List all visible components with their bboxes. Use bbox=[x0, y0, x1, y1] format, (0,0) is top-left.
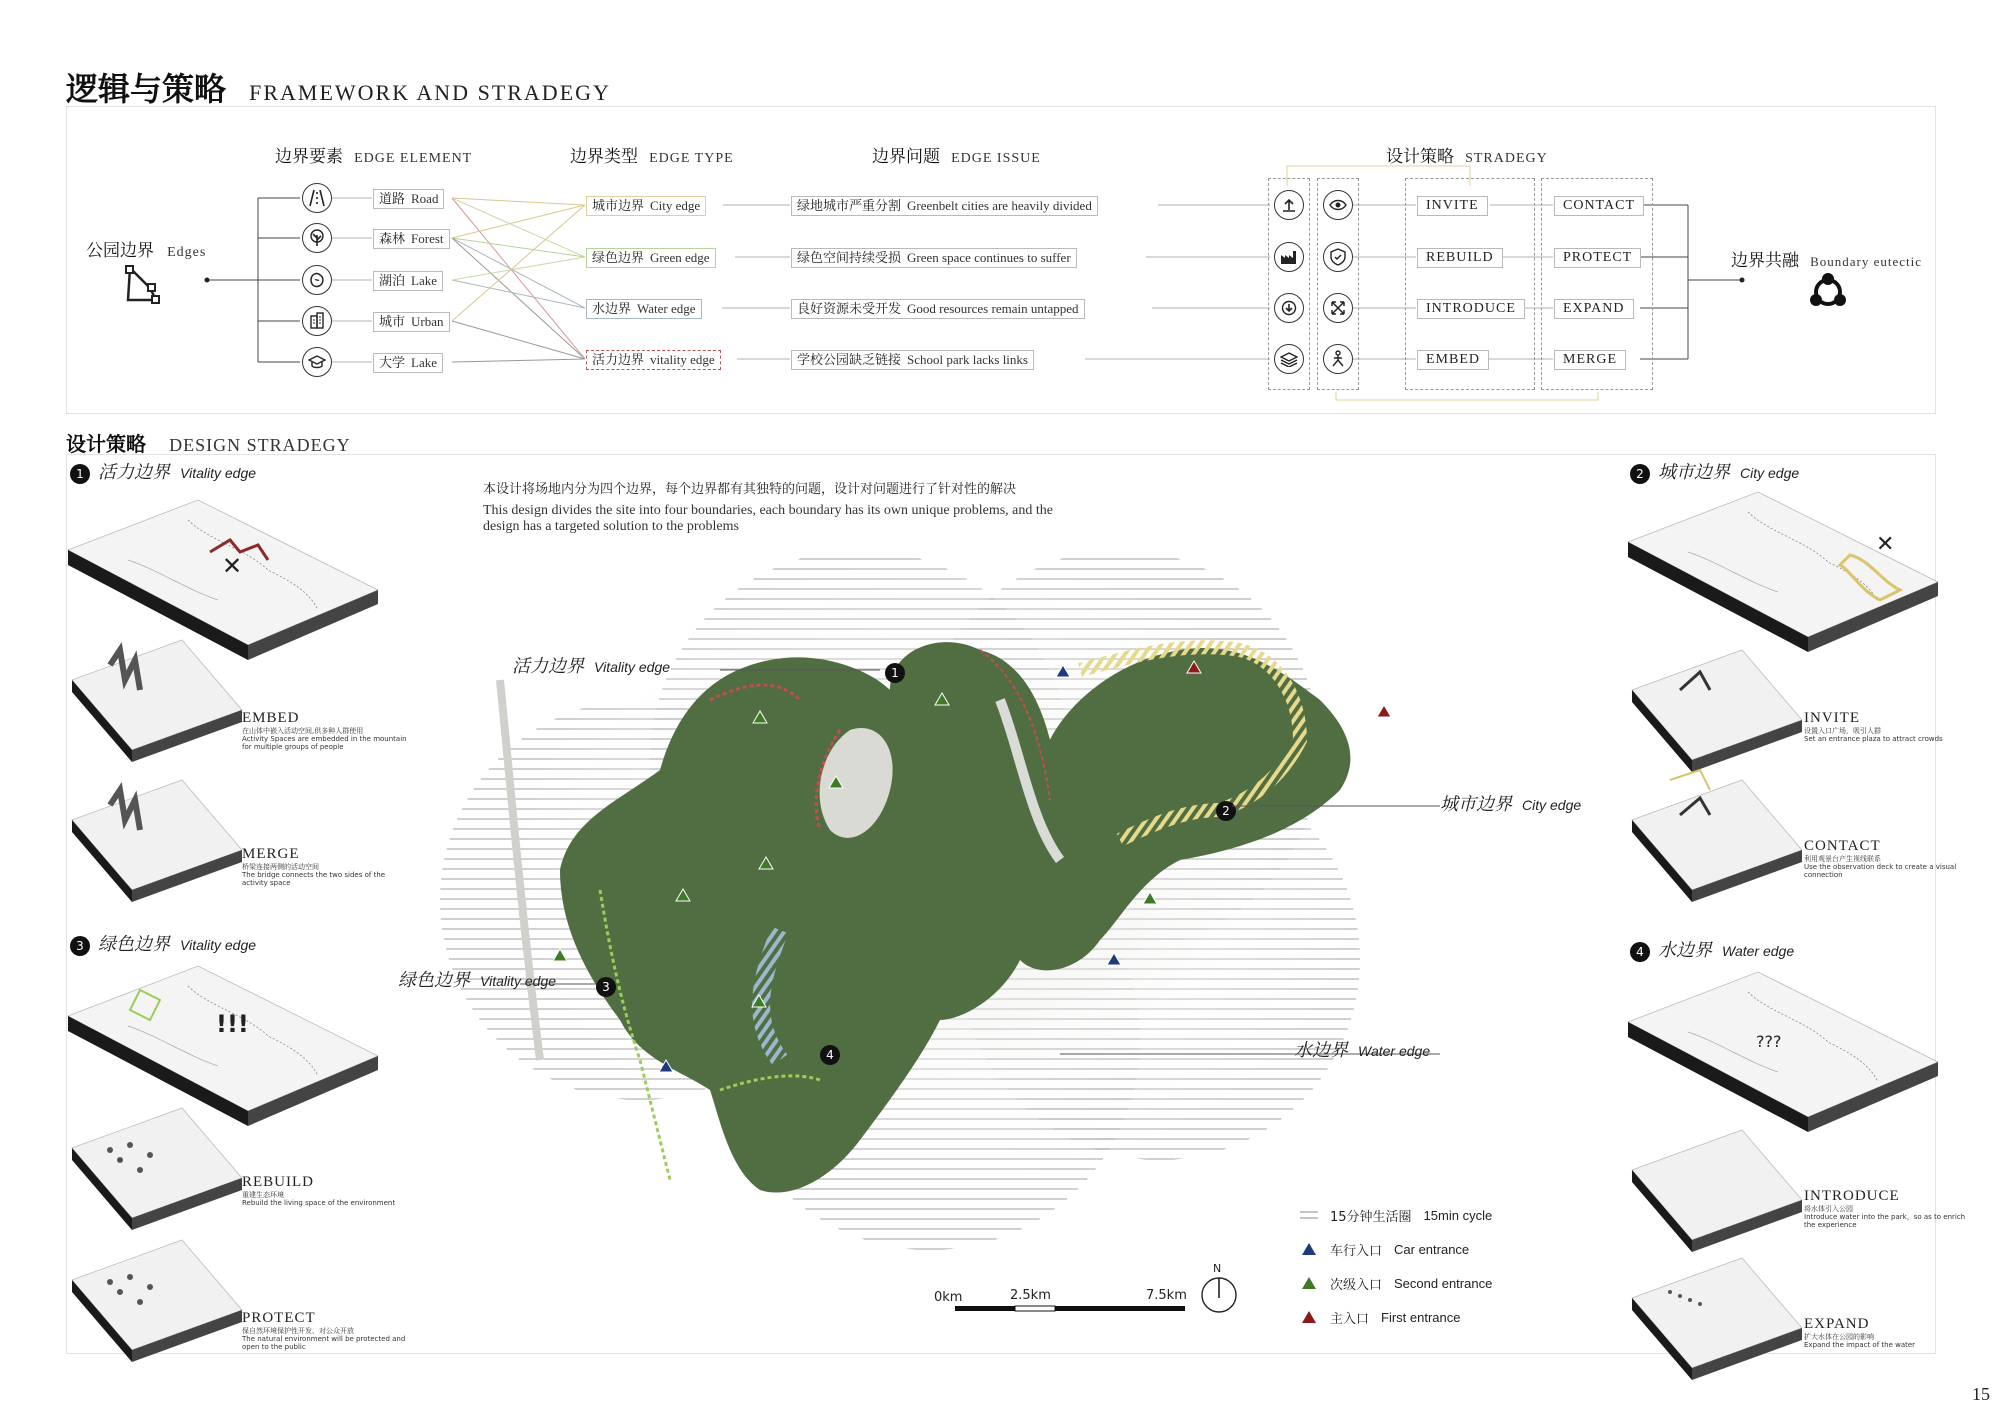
legend-second-en: Second entrance bbox=[1394, 1275, 1493, 1291]
vitality-edge-block bbox=[68, 500, 378, 660]
caption-invite-cn: 设置入口广场，吸引人群 bbox=[1804, 727, 1881, 735]
green-exclaim-mark: !!! bbox=[216, 1010, 249, 1038]
issue-resources-en: Good resources remain untapped bbox=[907, 301, 1079, 316]
legend-first-en: First entrance bbox=[1381, 1309, 1461, 1325]
rebuild-block bbox=[72, 1108, 242, 1230]
type-city-edge-en: City edge bbox=[650, 198, 701, 213]
legend-car-en: Car entrance bbox=[1394, 1241, 1470, 1257]
expand-block bbox=[1632, 1258, 1802, 1380]
caption-contact-en: Use the observation deck to create a visual connection bbox=[1804, 863, 1957, 879]
merge-block bbox=[72, 780, 242, 902]
strategy-embed: EMBED bbox=[1417, 350, 1489, 370]
caption-expand-cn: 扩大水体在公园的影响 bbox=[1804, 1333, 1874, 1341]
caption-introduce bbox=[1804, 1188, 1974, 1229]
caption-expand-en: Expand the impact of the water bbox=[1804, 1341, 1916, 1349]
caption-rebuild-cn: 重建生态环境 bbox=[242, 1191, 284, 1199]
caption-introduce-cn: 将水体引入公园 bbox=[1804, 1205, 1853, 1213]
panel-4-num: 4 bbox=[1630, 942, 1650, 962]
scale-2-5: 2.5km bbox=[1010, 1288, 1051, 1303]
design-title-en: DESIGN STRADEGY bbox=[169, 435, 351, 455]
north-label: N bbox=[1213, 1262, 1222, 1275]
caption-protect-cn: 保自然环境保护性开发、对公众开放 bbox=[242, 1327, 354, 1335]
issue-green-space-cn: 绿色空间持续受损 bbox=[797, 251, 902, 266]
panel-3-cn: 绿色边界 bbox=[98, 934, 170, 955]
scale-bar bbox=[955, 1304, 1195, 1314]
embed-block bbox=[72, 640, 242, 762]
legend-item-car bbox=[1300, 1232, 1492, 1266]
element-lake-cn: 湖泊 bbox=[379, 274, 406, 289]
type-water-edge-en: Water edge bbox=[637, 301, 696, 316]
map-label-city-cn: 城市边界 bbox=[1440, 794, 1512, 815]
element-university-en: Lake bbox=[411, 355, 437, 370]
panel-2-cn: 城市边界 bbox=[1658, 462, 1730, 483]
caption-embed-title: EMBED bbox=[242, 710, 300, 726]
legend-lines-icon bbox=[1300, 1210, 1318, 1220]
page-number: 15 bbox=[1972, 1384, 1990, 1404]
strategy-header-en: STRADEGY bbox=[1465, 151, 1548, 166]
edges-label-cn: 公园边界 bbox=[86, 241, 154, 261]
introduce-block bbox=[1632, 1130, 1802, 1252]
map-label-vitality-cn: 活力边界 bbox=[512, 656, 584, 677]
strategy-invite: INVITE bbox=[1417, 196, 1488, 216]
map-marker-2-num: 2 bbox=[1216, 801, 1236, 821]
caption-merge-en: The bridge connects the two sides of the activity space bbox=[242, 871, 386, 887]
caption-merge bbox=[242, 846, 412, 887]
city-edge-block bbox=[1628, 492, 1938, 652]
vitality-cross-mark: ✕ bbox=[222, 552, 243, 580]
element-university-cn: 大学 bbox=[379, 356, 406, 371]
invite-block bbox=[1632, 650, 1802, 772]
edge-type-header-cn: 边界类型 bbox=[570, 147, 638, 167]
element-road-cn: 道路 bbox=[379, 192, 406, 207]
edge-element-header-cn: 边界要素 bbox=[275, 147, 343, 167]
element-forest-cn: 森林 bbox=[379, 232, 406, 247]
panel-3-num: 3 bbox=[70, 936, 90, 956]
caption-embed bbox=[242, 710, 412, 751]
caption-merge-title: MERGE bbox=[242, 846, 300, 862]
second-entrance-icon bbox=[1300, 1276, 1318, 1290]
legend-item-first bbox=[1300, 1300, 1492, 1334]
strategy-merge: MERGE bbox=[1554, 350, 1626, 370]
caption-contact-title: CONTACT bbox=[1804, 838, 1881, 854]
element-road-en: Road bbox=[411, 191, 439, 206]
design-intro-cn: 本设计将场地内分为四个边界，每个边界都有其独特的问题，设计对问题进行了针对性的解决 bbox=[483, 482, 1017, 497]
caption-protect bbox=[242, 1310, 412, 1351]
city-cross-mark: ✕ bbox=[1876, 532, 1895, 557]
legend-car-cn: 车行入口 bbox=[1330, 1243, 1383, 1259]
caption-embed-cn: 在山体中嵌入活动空间,供多种人群使用 bbox=[242, 727, 364, 735]
green-edge-block bbox=[68, 966, 378, 1126]
panel-2-en: City edge bbox=[1740, 465, 1800, 481]
strategy-expand: EXPAND bbox=[1554, 299, 1634, 319]
issue-greenbelt-cn: 绿地城市严重分割 bbox=[797, 199, 902, 214]
strategy-introduce: INTRODUCE bbox=[1417, 299, 1525, 319]
edge-issue-header-en: EDGE ISSUE bbox=[951, 151, 1041, 166]
boundary-eutectic-cn: 边界共融 bbox=[1731, 251, 1799, 271]
element-urban-en: Urban bbox=[411, 314, 444, 329]
element-urban-cn: 城市 bbox=[379, 315, 406, 330]
issue-school-park-cn: 学校公园缺乏链接 bbox=[797, 353, 902, 368]
type-water-edge-cn: 水边界 bbox=[592, 302, 632, 317]
caption-merge-cn: 桥梁连接两侧的活动空间 bbox=[242, 863, 319, 871]
strategy-contact: CONTACT bbox=[1554, 196, 1644, 216]
strategy-header-cn: 设计策略 bbox=[1386, 147, 1454, 167]
issue-school-park-en: School park lacks links bbox=[907, 352, 1028, 367]
panel-2-header bbox=[1630, 458, 1799, 484]
strategy-protect: PROTECT bbox=[1554, 248, 1641, 268]
panel-3-en: Vitality edge bbox=[180, 937, 257, 953]
contact-block bbox=[1632, 780, 1802, 902]
panel-4-cn: 水边界 bbox=[1658, 940, 1712, 961]
caption-protect-title: PROTECT bbox=[242, 1310, 316, 1326]
map-label-green-en: Vitality edge bbox=[480, 973, 557, 989]
caption-introduce-en: Introduce water into the park，so as to enrich the experience bbox=[1804, 1213, 1966, 1229]
caption-expand-title: EXPAND bbox=[1804, 1316, 1870, 1332]
caption-rebuild-title: REBUILD bbox=[242, 1174, 314, 1190]
type-city-edge-cn: 城市边界 bbox=[592, 199, 645, 214]
caption-expand bbox=[1804, 1316, 1974, 1349]
car-entrance-icon bbox=[1300, 1242, 1318, 1256]
legend-cycle-en: 15min cycle bbox=[1423, 1207, 1493, 1223]
map-label-water-cn: 水边界 bbox=[1294, 1040, 1348, 1061]
legend-cycle-cn: 15分钟生活圈 bbox=[1330, 1209, 1412, 1225]
panel-1-en: Vitality edge bbox=[180, 465, 257, 481]
page-title-en: FRAMEWORK AND STRADEGY bbox=[249, 80, 611, 105]
edge-type-header-en: EDGE TYPE bbox=[649, 151, 734, 166]
caption-embed-en: Activity Spaces are embedded in the mountain for multiple groups of people bbox=[242, 735, 407, 751]
panel-3-header bbox=[70, 930, 256, 956]
caption-contact bbox=[1804, 838, 1974, 879]
element-lake-en: Lake bbox=[411, 273, 437, 288]
legend-first-cn: 主入口 bbox=[1330, 1311, 1370, 1327]
legend bbox=[1300, 1198, 1492, 1334]
type-green-edge-cn: 绿色边界 bbox=[592, 251, 645, 266]
edges-label-en: Edges bbox=[167, 245, 207, 260]
caption-rebuild-en: Rebuild the living space of the environment bbox=[242, 1199, 396, 1207]
issue-resources-cn: 良好资源未受开发 bbox=[797, 302, 902, 317]
element-forest-en: Forest bbox=[411, 231, 444, 246]
panel-1-num: 1 bbox=[70, 464, 90, 484]
north-arrow-icon bbox=[1200, 1276, 1240, 1316]
panel-1-header bbox=[70, 458, 256, 484]
type-green-edge-en: Green edge bbox=[650, 250, 710, 265]
map-marker-3-num: 3 bbox=[596, 977, 616, 997]
map-label-green-cn: 绿色边界 bbox=[398, 970, 470, 991]
edge-issue-header-cn: 边界问题 bbox=[872, 147, 940, 167]
panel-1-cn: 活力边界 bbox=[98, 462, 170, 483]
caption-invite-title: INVITE bbox=[1804, 710, 1860, 726]
first-entrance-icon bbox=[1300, 1310, 1318, 1324]
protect-block bbox=[72, 1240, 242, 1362]
type-vitality-edge-en: vitality edge bbox=[650, 352, 715, 367]
boundary-eutectic-en: Boundary eutectic bbox=[1810, 254, 1923, 269]
edge-element-header-en: EDGE ELEMENT bbox=[354, 151, 473, 166]
caption-contact-cn: 利用观景台产生视线联系 bbox=[1804, 855, 1881, 863]
strategy-rebuild: REBUILD bbox=[1417, 248, 1503, 268]
map-label-water-en: Water edge bbox=[1358, 1043, 1431, 1059]
map-label-vitality-en: Vitality edge bbox=[594, 659, 671, 675]
scale-0: 0km bbox=[934, 1290, 963, 1305]
design-intro-en: This design divides the site into four boundaries, each boundary has its own unique problems, and the design has a targeted solution to the problems bbox=[483, 503, 1054, 534]
map-label-city-en: City edge bbox=[1522, 797, 1582, 813]
issue-green-space-en: Green space continues to suffer bbox=[907, 250, 1071, 265]
legend-item-second bbox=[1300, 1266, 1492, 1300]
scale-7-5: 7.5km bbox=[1146, 1288, 1187, 1303]
caption-invite-en: Set an entrance plaza to attract crowds bbox=[1804, 735, 1943, 743]
caption-protect-en: The natural environment will be protected and open to the public bbox=[242, 1335, 406, 1351]
design-title-cn: 设计策略 bbox=[66, 432, 146, 456]
panel-4-en: Water edge bbox=[1722, 943, 1795, 959]
page-title-cn: 逻辑与策略 bbox=[66, 70, 227, 108]
type-vitality-edge-cn: 活力边界 bbox=[592, 353, 645, 368]
caption-invite bbox=[1804, 710, 1974, 743]
water-edge-block bbox=[1628, 972, 1938, 1132]
caption-introduce-title: INTRODUCE bbox=[1804, 1188, 1900, 1204]
map-marker-1-num: 1 bbox=[885, 663, 905, 683]
legend-item-cycle bbox=[1300, 1198, 1492, 1232]
water-question-mark: ??? bbox=[1756, 1032, 1782, 1051]
legend-second-cn: 次级入口 bbox=[1330, 1277, 1383, 1293]
caption-rebuild bbox=[242, 1174, 412, 1207]
issue-greenbelt-en: Greenbelt cities are heavily divided bbox=[907, 198, 1092, 213]
panel-2-num: 2 bbox=[1630, 464, 1650, 484]
map-marker-4-num: 4 bbox=[820, 1045, 840, 1065]
panel-4-header bbox=[1630, 936, 1794, 962]
